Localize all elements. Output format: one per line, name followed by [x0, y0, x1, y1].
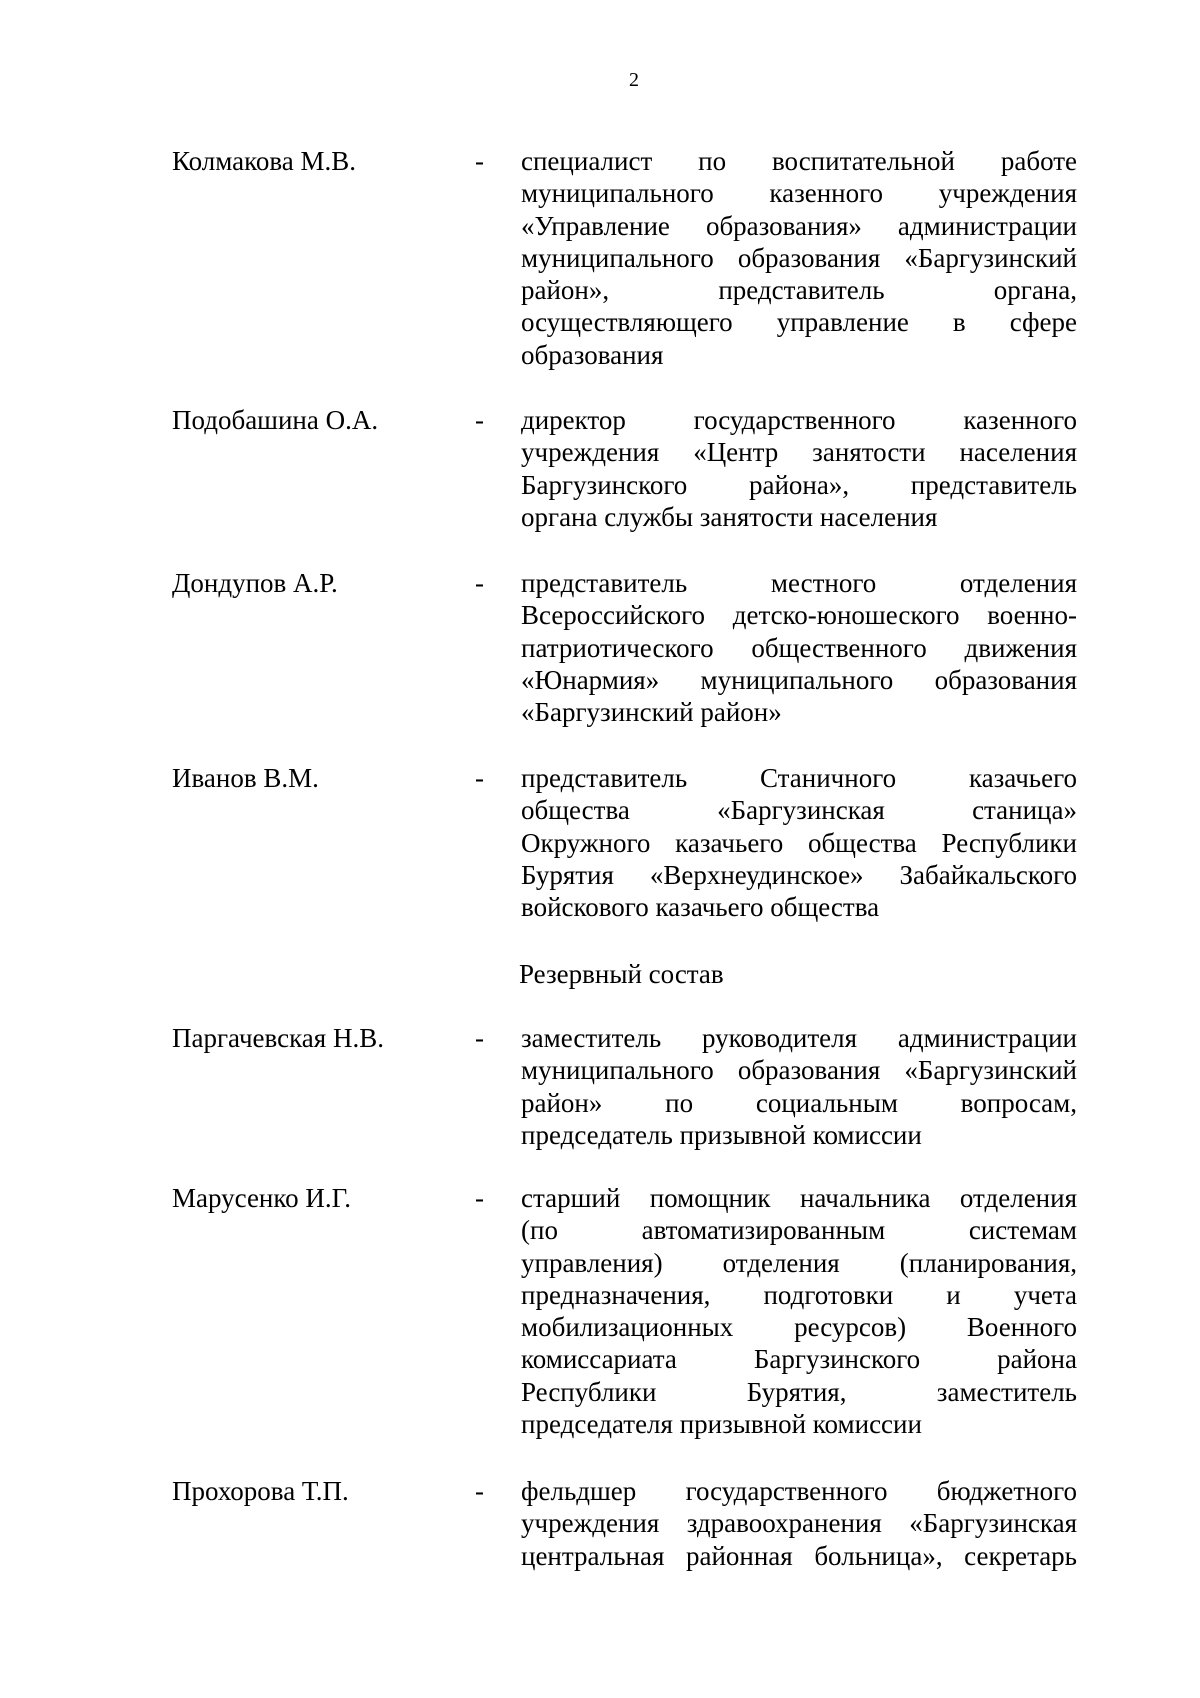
description-line: председателя призывной комиссии: [521, 1409, 922, 1440]
description-line: специалист по воспитательной работе: [521, 146, 1077, 176]
page-number: 2: [629, 69, 639, 91]
member-description: [521, 762, 1077, 923]
description-line: Окружного казачьего общества Республики: [521, 827, 1077, 858]
description-line: общества «Баргузинская станица»: [521, 795, 1077, 826]
member-description: [521, 1182, 1077, 1440]
member-description: [521, 567, 1077, 728]
description-line: Всероссийского детско-юношеского военно-: [521, 600, 1077, 631]
dash: -: [475, 568, 484, 598]
description-line: комиссариата Баргузинского района: [521, 1344, 1077, 1375]
description-line: «Баргузинский район»: [521, 697, 782, 728]
description-line: представитель Станичного казачьего: [521, 763, 1077, 793]
description-line: председатель призывной комиссии: [521, 1119, 922, 1150]
description-line: «Управление образования» администрации: [521, 210, 1077, 241]
description-line: фельдшер государственного бюджетного: [521, 1476, 1077, 1506]
description-line: учреждения «Центр занятости населения: [521, 437, 1077, 468]
description-line: район» по социальным вопросам,: [521, 1087, 1077, 1118]
dash: -: [475, 146, 484, 176]
description-line: муниципального образования «Баргузинский: [521, 242, 1077, 273]
member-name: Колмакова М.В.: [172, 146, 357, 176]
description-line: муниципального образования «Баргузинский: [521, 1055, 1077, 1086]
description-line: Баргузинского района», представитель: [521, 469, 1077, 500]
member-description: [521, 1475, 1077, 1572]
member-name: Марусенко И.Г.: [172, 1183, 351, 1213]
description-line: заместитель руководителя администрации: [521, 1023, 1077, 1053]
description-line: старший помощник начальника отделения: [521, 1183, 1077, 1213]
description-line: «Юнармия» муниципального образования: [521, 664, 1077, 695]
description-line: Бурятия «Верхнеудинское» Забайкальского: [521, 859, 1077, 890]
member-name: Подобашина О.А.: [172, 405, 379, 435]
member-description: [521, 145, 1077, 371]
dash: -: [475, 1476, 484, 1506]
dash: -: [475, 1183, 484, 1213]
dash: -: [475, 1023, 484, 1053]
description-line: предназначения, подготовки и учета: [521, 1279, 1077, 1310]
member-name: Паргачевская Н.В.: [172, 1023, 384, 1053]
description-line: район», представитель органа,: [521, 275, 1077, 306]
member-description: [521, 1022, 1077, 1151]
description-line: муниципального казенного учреждения: [521, 178, 1077, 209]
member-name: Иванов В.М.: [172, 763, 319, 793]
description-line: войскового казачьего общества: [521, 892, 880, 923]
description-line: директор государственного казенного: [521, 405, 1077, 435]
dash: -: [475, 763, 484, 793]
description-line: Республики Бурятия, заместитель: [521, 1376, 1077, 1407]
description-line: осуществляющего управление в сфере: [521, 307, 1077, 338]
description-line: (по автоматизированным системам: [521, 1215, 1077, 1246]
description-line: представитель местного отделения: [521, 568, 1077, 598]
dash: -: [475, 405, 484, 435]
member-description: [521, 404, 1077, 533]
member-name: Прохорова Т.П.: [172, 1476, 349, 1506]
description-line: органа службы занятости населения: [521, 501, 938, 532]
description-line: центральная районная больница», секретарь: [521, 1540, 1077, 1571]
member-name: Дондупов А.Р.: [172, 568, 338, 598]
description-line: мобилизационных ресурсов) Военного: [521, 1312, 1077, 1343]
reserve-section-heading: Резервный состав: [519, 959, 724, 989]
description-line: образования: [521, 339, 664, 370]
description-line: управления) отделения (планирования,: [521, 1247, 1077, 1278]
description-line: учреждения здравоохранения «Баргузинская: [521, 1508, 1077, 1539]
description-line: патриотического общественного движения: [521, 632, 1077, 663]
